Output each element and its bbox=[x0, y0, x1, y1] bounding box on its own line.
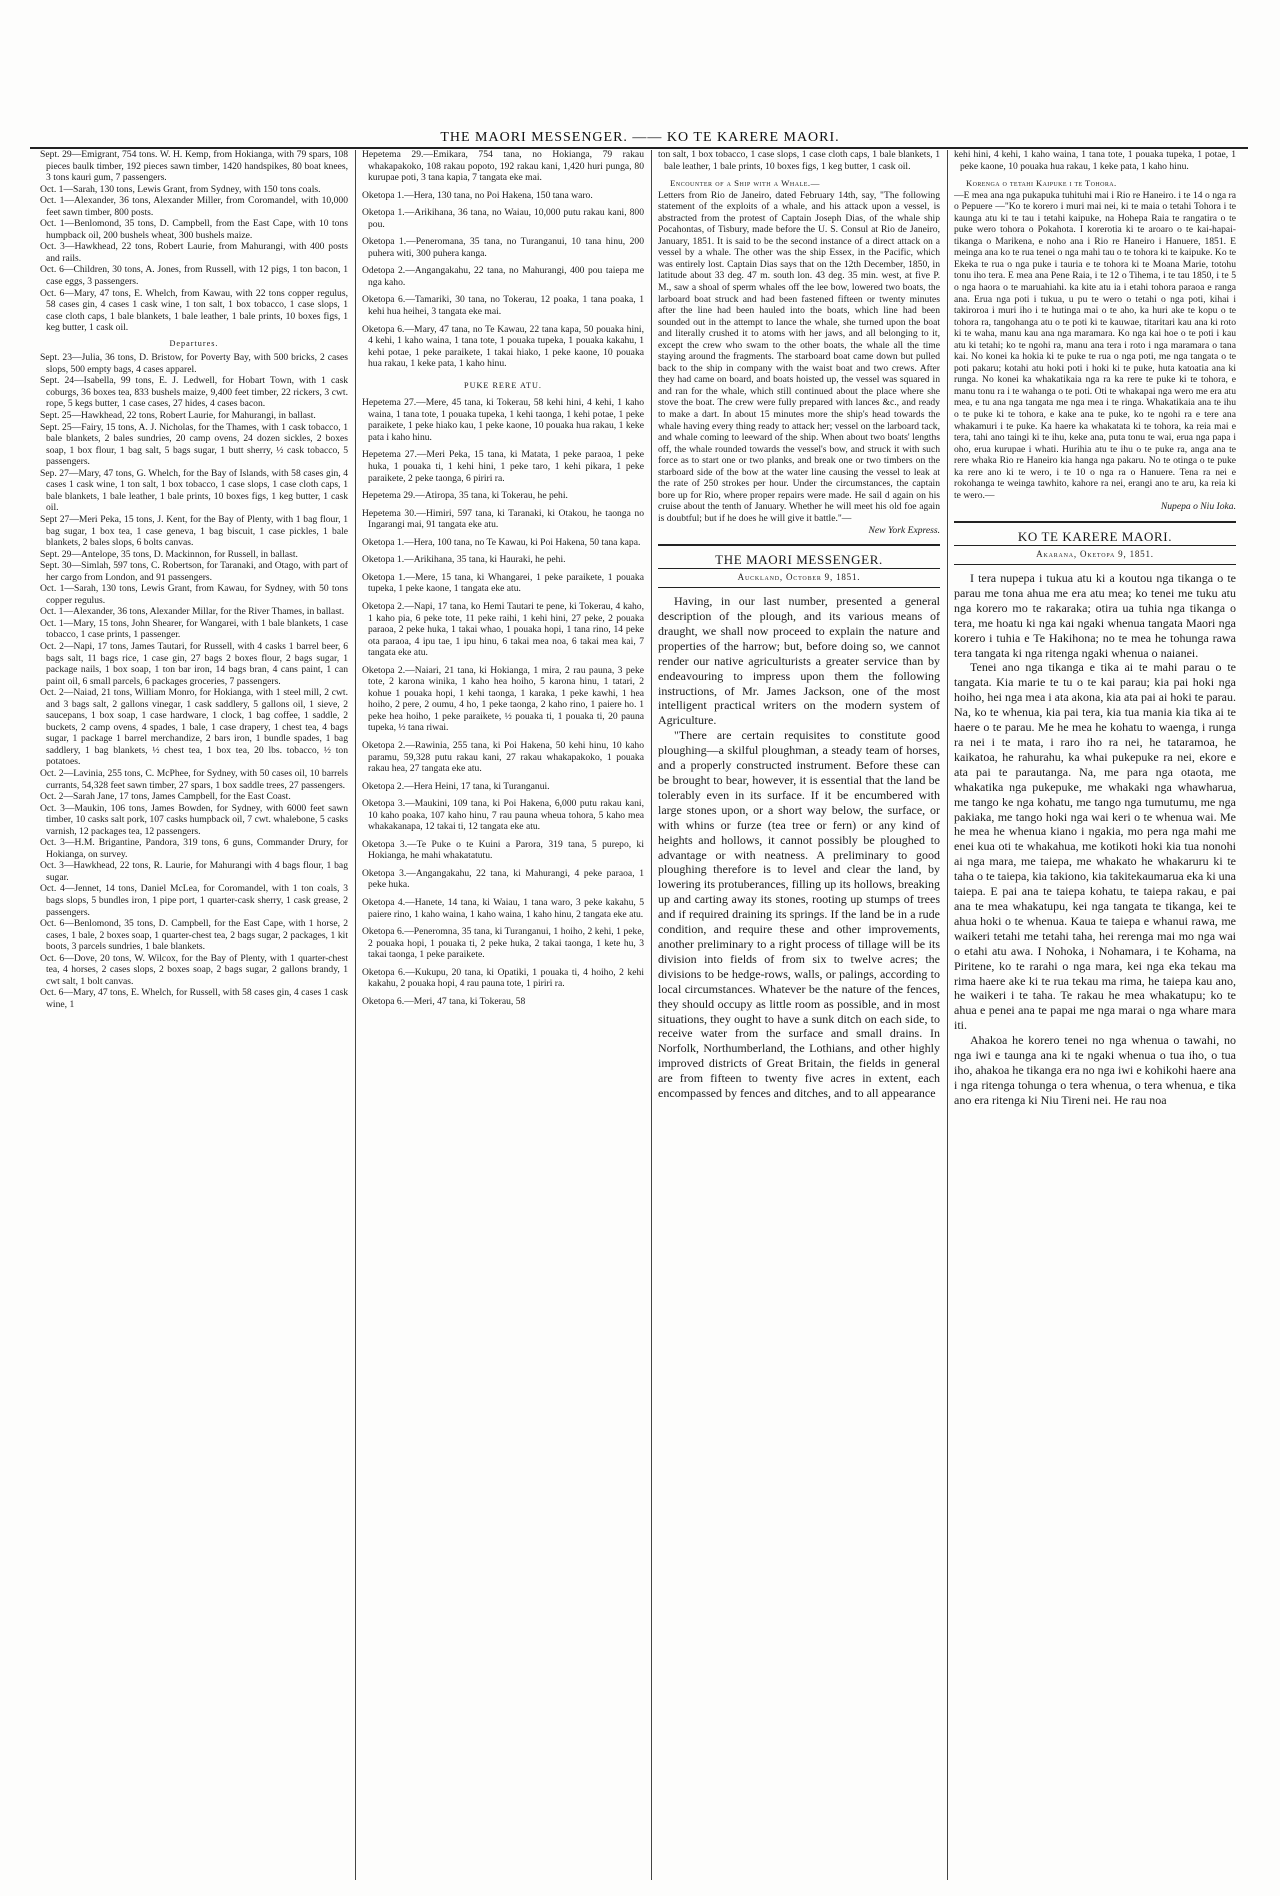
column-divider-1 bbox=[355, 150, 356, 1880]
whale-story-text: —E mea ana nga pukapuka tuhituhi mai i Rio re Haneiro. i te 14 o nga ra o Pepuere —"Ko te korero i muri mai nei, ki te maia o tetahi Tohora i te kaunga atu ki te tau i tetahi kaipuke, na Hohepa Raia te rangatira o te puke wero tohora o Pokahota. I korerotia ki te aroaro o te kai-hapai-tikanga o Marikena, e noho ana i Rio re Haneiro i Hanuere, 1851. E meinga ana ko te rua tenei o nga mahi tau o te tohora ki te kaipuke. Ko te Ekeka te rua o nga puke i tauria e te tohora ki te Moana Marie, totohu tonu iho tera. E mea ana Pene Raia, i te 12 o Tihema, i te tau 1850, i te 5 o nga haora o te maruahiahi. ka kite atu ia i etahi tohora paraoa e ranga ana. Erua nga poti i tukua, u pu te wero o tetahi o nga poti, kihai i takiroroa i muri iho i te hutinga mai o te aho, ka huri ake te kopu o te tohora ra, tangohanga atu o te poti ki te kauwae, titaritari kau ana ki roto ki te waha, manu kau ana nga maramara. Ko nga kai hoe o te poti i kau atu ki tetahi; ko te ngohi ra, manu ana tera i roto i nga maramara o tana kai. No konei ka hokia ki te puke te rua o nga poti, me nga tangata o te poti pakaru; kotahi atu hoki poti i hoki ki te puke, huta katoatia ana ki runga. No konei ka whakatikaia nga ra ka rere te puke ki te tohora, e manu tonu ra i te wahanga o te poti. Oti te whakapai nga wero me era atu mea, e tu ana nga tangata me nga mea i te ringa. Whakatikaia ana te ihu o te puke ki te tohora, e kake ana te puke, ko te ngohi ra e tere ana whakamuri i te puke. Ka haere ka whakatata ki te tohora, ka reia mai e tera, tahi ano taingi ki te ihu, keke ana, puta tonu te wai, erua nga papa i oho, erua kurupae i whati. Hurihia atu te ihu o te puke ra, anga ana te rere whaka Rio re Haneiro kia hanga nga pakaru. No te otinga o te puke ka rere ano ki te wero, i te 10 o nga ra o Hanuere. Tena ra nei e rokohanga te weinga tawhito, kahore ra nei, erangi ano te aru, ka reia ki te wero.— bbox=[954, 189, 1236, 501]
shipping-entry: Sep. 27—Mary, 47 tons, G. Whelch, for the Bay of Islands, with 58 cases gin, 4 cases 1 cask wine, 1 ton salt, 1 box tobacco, 1 case slops, 1 case cloth caps, 1 bale blankets, 1 bale leather, 1 bale prints, 10 boxes figs, 1 keg butter, 1 cask oil. bbox=[40, 467, 348, 514]
maori-news-column bbox=[954, 149, 1236, 1889]
whale-story-heading: Korenga o tetahi Kaipuke i te Tohora. bbox=[966, 178, 1117, 189]
shipping-arrivals-departures-column bbox=[40, 149, 348, 1889]
shipping-entry: Oketopa 1.—Arikihana, 35 tana, ki Hauraki, he pehi. bbox=[362, 554, 566, 566]
whale-story-source: Nupepa o Niu Ioka. bbox=[1160, 501, 1236, 513]
column-divider-3 bbox=[947, 150, 948, 1880]
editorial-paragraph: Tenei ano nga tikanga e tika ai te mahi parau o te tangata. Kia marie te tu o te kai parau; kia pai hoki nga hoiho, hei nga mea i ata akona, kia ata pai ai hoki te parau. Na, ko te whenua, kia pai tera, kia tua mania kia tika ai te haere o te parau. Me he mea he kohatu to waenga, i runga ra nei i te mata, i raro iho ra nei, he tataramoa, he kaikatoa, he rahurahu, ka whai pukepuke ra nei, ekore e ata pai te parautanga. Na, me para nga otaota, me whakatika nga pukepuke, me whakaki nga whawharua, me tango ke nga kohatu, me tango nga tumutumu, me nga pakiaka, me tango hoki nga wai keri o te whenua wai. Me he mea he whenua kiano i ngakia, mo pera nga mahi me enei kua oti te whakahua, me kotikoti hoki kia tua nonohi ai nga mara, me taiepa, me whakato he whakaruru ki te taha o te taiepa, kia takiono, kia takitekaumarua eka ki una taiepa. E pai ana te taiepa kohatu, te taiepa rakau, e pai ana te mea whakatupu, kei nga tangata te tikanga, kei te ahua hoki o te whenua. Kaua te taiepa e whanui rawa, me waikeri tetahi me tetahi taha, hei rerenga mai mo nga wai o etahi atu awa. I Nohoka, i Nohamara, i te Kohama, na Piritene, ko te rarahi o nga mara, kei nga eka tekau ma rima haere ake ki te rua tekau ma rima, he taiepa kau ano, he waikeri i te taha. Te rakau he mea whakatupu; ko te ahua e penei ana te papai me nga marai o nga whare mara iti. bbox=[954, 660, 1236, 1033]
shipping-entry: Oketopa 1.—Arikihana, 36 tana, no Waiau, 10,000 putu rakau kani, 800 pou. bbox=[362, 207, 644, 230]
shipping-entry: Sept 27—Meri Peka, 15 tons, J. Kent, for the Bay of Plenty, with 1 bag flour, 1 bag sugar, 1 box tea, 1 case geneva, 1 bag biscuit, 1 case pickles, 1 bale blankets, 2 bales slops, 6 bolts canvas. bbox=[40, 513, 348, 549]
shipping-entry: Oketopa 2.—Naiari, 21 tana, ki Hokianga, 1 mira, 2 rau pauna, 3 peke tote, 2 karona winika, 1 kaho hea hoiho, 5 karona hinu, 1 tatari, 2 kohue 1 pouaka hopi, 1 kehi taonga, 1 karaka, 1 peke kawhi, 1 hea hoiho, 2 pere, 2 oumu, 4 ho, 1 peke taonga, 2 kaho rino, 1 paiere ho. 1 peke hea hoiho, 1 peke paraikete, ½ pouaka ti, 1 pouaka ti, 20 pauna tupeka, ½ tana riwai. bbox=[362, 664, 644, 734]
shipping-entry: Sept. 24—Isabella, 99 tons, E. J. Ledwell, for Hobart Town, with 1 cask coburgs, 36 boxes tea, 833 bushels maize, 9,400 feet timber, 22 rickers, 3 cwt. rope, 5 kegs butter, 1 case cases, 27 hides, 4 cases bacon. bbox=[40, 375, 348, 410]
shipping-entry: Oketopa 1.—Peneromana, 35 tana, no Turanganui, 10 tana hinu, 200 puhera witi, 300 puhera kanga. bbox=[362, 236, 644, 259]
editorial-paragraph: Ahakoa he korero tenei no nga whenua o tawahi, no nga iwi e taunga ana ki te ngaki whenua o tua iho, o tua iho, ahakoa he tikanga era no nga iwi e kohikohi haere ana i nga ritenga tohunga o tera whenua, o tera whenua, e tika ano era ritenga ki Niu Tireni nei. He rau noa bbox=[954, 1033, 1236, 1107]
shipping-entry-continued: kehi hini, 4 kehi, 1 kaho waina, 1 tana tote, 1 pouaka tupeka, 1 potae, 1 peke kaone, 10 pouaka hua rakau, 1 keke pata, 1 kaho hinu. bbox=[954, 149, 1236, 172]
shipping-entry: Oct. 2—Napi, 17 tons, James Tautari, for Russell, with 4 casks 1 barrel beer, 6 bags salt, 11 bags rice, 1 case gin, 27 bags 2 boxes flour, 2 bags sugar, 1 package nails, 1 box soap, 1 ton bar iron, 14 bags bran, 4 cans paint, 1 can paint oil, 6 small parcels, 6 packages groceries, 7 passengers. bbox=[40, 640, 348, 687]
shipping-entry: Oketopa 3.—Angangakahu, 22 tana, ki Mahurangi, 4 peke paraoa, 1 peke huka. bbox=[362, 867, 644, 891]
shipping-entry: Oketopa 3.—Maukini, 109 tana, ki Poi Hakena, 6,000 putu rakau kani, 10 kaho poaka, 107 kaho hinu, 7 rau pauna wheua tohora, 5 kaho mea whakakanapa, 12 takai ti, 12 tangata eke atu. bbox=[362, 798, 644, 833]
shipping-entry: Oketopa 2.—Hera Heini, 17 tana, ki Turanganui. bbox=[362, 780, 550, 792]
shipping-entry: Hepetema 27.—Mere, 45 tana, ki Tokerau, 58 kehi hini, 4 kehi, 1 kaho waina, 1 tana tote, 1 pouaka tupeka, 1 kehi taonga, 1 kehi potae, 1 peke paraikete, 1 peke hiako kau, 1 peke kaone, 10 pouaka hua rakau, 1 keke pata i kaho hinu. bbox=[362, 397, 644, 443]
departures-heading: Departures. bbox=[169, 338, 219, 348]
shipping-entry: Oct. 1—Alexander, 36 tons, Alexander Millar, for the River Thames, in ballast. bbox=[40, 606, 345, 618]
shipping-entry: Odetopa 2.—Angangakahu, 22 tana, no Mahurangi, 400 pou taiepa me nga kaho. bbox=[362, 265, 644, 288]
shipping-entry: Oct. 3—Maukin, 106 tons, James Bowden, for Sydney, with 6000 feet sawn timber, 10 casks salt pork, 107 casks humpback oil, 7 cwt. whalebone, 5 casks varnish, 12 packages tea, 12 passengers. bbox=[40, 802, 348, 837]
editorial-paragraph: "There are certain requisites to constitute good ploughing—a skilful ploughman, a steady team of horses, and a properly constructed instrument. Before these can be brought to bear, however, it is essential that the land be tolerably even in its surface. If it be encumbered with large stones upon, or a short way below, the surface, or with whins or furze (tea tree or fern) or any kind of heights and hollows, it cannot possibly be ploughed to advantage or with neatness. A preliminary to good ploughing therefore is to level and clear the land, by lowering its protuberances, filling up its hollows, breaking up and carting away its stones, rooting up stumps of trees and if required draining its springs. If the land be in a rude condition, and require these and other improvements, another preliminary to a right process of tillage will be its division into fields of from six to twelve acres; the divisions to be hedge-rows, walls, or palings, according to local circumstances. Whatever be the nature of the fences, they should occupy as little room as possible, and in most situations, they ought to have a sunk ditch on each side, to receive water from the surface and small drains. In Norfolk, Northumberland, the Lothians, and other highly improved districts of Great Britain, the fields in general are from fifteen to twenty five acres in extent, each encompassed by fences and ditches, and to all appearance bbox=[658, 728, 940, 1101]
whale-story-text: Letters from Rio de Janeiro, dated February 14th, say, "The following statement of the exploits of a whale, and his attack upon a vessel, is abstracted from the protest of Captain Joseph Dias, of the whale ship Pocahontas, of Tisbury, made before the U. S. Consul at Rio de Janeiro, January, 1851. It is said to be the second instance of a direct attack on a vessel by a whale. The other was the ship Essex, in the Pacific, which was entirely lost. Captain Dias says that on the 12th December, 1850, in latitude about 33 deg. 47 m. south lon. 43 deg. 35 min. west, at five P. M., saw a shoal of sperm whales off the lee bow, lowered two boats, the larboard boat struck and had been fastened fifteen or twenty minutes after the line had been hauled into the boats, which line had been sounded out in the attempt to lance the whale, she turned upon the boat and literally crushed it to atoms with her jaws, and all belonging to it, except the crew who swam to the other boats, the whale all the time staying around the fragments. The starboard boat came down but pulled back to the ship in company with the waist boat and two crews. After they had came on board, and boats hoisted up, the vessel was squared in and ran for the whale, which still continued about the place where she stove the boat. The crew were fully prepared with lances &c., and ready to make a dart. In about 15 minutes more the ship's head towards the whale having every thing ready to attack her; vessel on the larboard tack, and whale coming to leeward of the ship. When about two boats' lengths off, the whale rounded towards the vessel's bow, and struck it with such force as to start one or two planks, and break one or two timbers on the starboard side of the bow at the water line causing the vessel to leak at the rate of 250 strokes per hour. Under the circumstances, the captain bore up for Rio, where proper repairs were made. He sail d again on his cruise about the tenth of January. Whether he will meet his old foe again is doubtful; but if he does he will give it battle."— bbox=[658, 189, 940, 524]
shipping-entry: Oketopa 6.—Peneromna, 35 tana, ki Turanganui, 1 hoiho, 2 kehi, 1 peke, 2 pouaka hopi, 1 pouaka ti, 2 peke huka, 2 takai taonga, 1 kete hu, 3 takai taonga, 1 peke paraikete. bbox=[362, 926, 644, 961]
editorial-paragraph: I tera nupepa i tukua atu ki a koutou nga tikanga o te parau me tona ahua me era atu mea; ko tenei me tuku atu nga korero mo te rakaraka; otira ua tuhia nga tikanga o tera, me hoatu ki nga kai ngaki whenua tangata Maori nga korero i tuhia e Te Hakihona; no te mea he tohunga rawa tera tangata ki nga ritenga ngaki whenua o naianei. bbox=[954, 571, 1236, 660]
shipping-entry: Oct. 6—Benlomond, 35 tons, D. Campbell, for the East Cape, with 1 horse, 2 cases, 1 bale, 2 boxes soap, 1 quarter-chest tea, 2 bags sugar, 2 packages, 1 kit boots, 3 parcels sundries, 1 bale blankets. bbox=[40, 918, 348, 953]
shipping-entry: Oct. 6—Mary, 47 tons, E. Whelch, from Kawau, with 22 tons copper regulus, 58 cases gin, 4 cases 1 cask wine, 1 ton salt, 1 box tobacco, 1 case slops, 1 case cloth caps, 1 bale blankets, 1 bale leather, 1 bale prints, 10 boxes figs, 1 keg butter, 1 cask oil. bbox=[40, 287, 348, 334]
whale-story-heading: Encounter of a Ship with a Whale.— bbox=[670, 178, 820, 189]
shipping-entry: Oct. 3—H.M. Brigantine, Pandora, 319 tons, 6 guns, Commander Drury, for Hokianga, on survey. bbox=[40, 837, 348, 860]
shipping-entry: Sept. 25—Hawkhead, 22 tons, Robert Laurie, for Mahurangi, in ballast. bbox=[40, 410, 316, 422]
karere-maori-masthead: KO TE KARERE MAORI. bbox=[1017, 528, 1173, 544]
shipping-entry: Sept. 23—Julia, 36 tons, D. Bristow, for Poverty Bay, with 500 bricks, 2 cases slops, 500 empty bags, 4 cases apparel. bbox=[40, 352, 348, 375]
shipping-entry: Oct. 1—Mary, 15 tons, John Shearer, for Wangarei, with 1 bale blankets, 1 case tobacco, 1 case prints, 1 passenger. bbox=[40, 617, 348, 641]
masthead-rule-top bbox=[954, 521, 1236, 523]
shipping-entry: Oct. 3—Hawkhead, 22 tons, R. Laurie, for Mahurangi with 4 bags flour, 1 bag sugar. bbox=[40, 860, 348, 883]
shipping-entry: Oketopa 1.—Hera, 100 tana, no Te Kawau, ki Poi Hakena, 50 tana kapa. bbox=[362, 536, 641, 548]
shipping-entry: Hepetema 30.—Himiri, 597 tana, ki Taranaki, ki Otakou, he taonga no Ingarangi mai, 91 tangata eke atu. bbox=[362, 507, 644, 531]
shipping-entry: Oketopa 6.—Mary, 47 tana, no Te Kawau, 22 tana kapa, 50 pouaka hini, 4 kehi, 1 kaho waina, 1 tana tote, 1 pouaka tupeka, 1 pouaka kakahu, 1 kehi potae, 1 peke paraikete, 1 takai hiako, 1 peke kaone, 10 pouaka hua rakau, 1 keke pata, 1 kaho hinu. bbox=[362, 323, 644, 370]
shipping-entry: Sept. 29—Antelope, 35 tons, D. Mackinnon, for Russell, in ballast. bbox=[40, 548, 298, 560]
puke-rere-atu-heading: PUKE RERE ATU. bbox=[464, 380, 542, 390]
shipping-entry: Oketopa 1.—Mere, 15 tana, ki Whangarei, 1 peke paraikete, 1 pouaka tupeka, 1 peke kaone, 1 tangata eke atu. bbox=[362, 571, 644, 595]
shipping-entry: Oketopa 3.—Te Puke o te Kuini a Parora, 319 tana, 5 purepo, ki Hokianga, he mahi whakatatutu. bbox=[362, 838, 644, 862]
masthead-rule-top bbox=[658, 544, 940, 546]
shipping-entry: Oketopa 6.—Tamariki, 30 tana, no Tokerau, 12 poaka, 1 tana poaka, 1 kehi hua heihei, 3 tangata eke mai. bbox=[362, 294, 644, 318]
whale-story-source: New York Express. bbox=[868, 524, 940, 536]
english-news-column bbox=[658, 149, 940, 1889]
shipping-entry-continued: ton salt, 1 box tobacco, 1 case slops, 1 case cloth caps, 1 bale blankets, 1 bale leather, 1 bale prints, 10 boxes figs, 1 keg butter, 1 cask oil. bbox=[658, 149, 940, 172]
shipping-entry: Hepetema 29.—Emikara, 754 tana, no Hokianga, 79 rakau whakapakoko, 108 rakau popoto, 192 rakau kani, 1,420 huri punga, 80 kurupae poti, 3 tana kapia, 7 tangata eke mai. bbox=[362, 149, 644, 184]
shipping-entry: Oct. 1—Sarah, 130 tons, Lewis Grant, from Kawau, for Sydney, with 50 tons copper regulus. bbox=[40, 583, 348, 606]
shipping-entry: Oct. 3—Hawkhead, 22 tons, Robert Laurie, from Mahurangi, with 400 posts and rails. bbox=[40, 241, 348, 264]
editorial-dateline: Auckland, October 9, 1851. bbox=[737, 571, 861, 582]
masthead-rule-mid bbox=[658, 568, 940, 569]
maori-messenger-masthead: THE MAORI MESSENGER. bbox=[715, 552, 883, 568]
shipping-entry: Oct. 1—Benlomond, 35 tons, D. Campbell, from the East Cape, with 10 tons humpback oil, 200 bushels wheat, 300 bushels maize. bbox=[40, 218, 348, 241]
maori-shipping-column bbox=[362, 149, 644, 1889]
dateline-rule bbox=[954, 564, 1236, 565]
shipping-entry: Oketopa 6.—Meri, 47 tana, ki Tokerau, 58 bbox=[362, 995, 526, 1007]
shipping-entry: Sept. 29—Emigrant, 754 tons. W. H. Kemp, from Hokianga, with 79 spars, 108 pieces baulk timber, 192 pieces sawn timber, 1420 handspikes, 80 boat knees, 3 tons kauri gum, 7 passengers. bbox=[40, 149, 348, 184]
shipping-entry: Oketopa 2.—Rawinia, 255 tana, ki Poi Hakena, 50 kehi hinu, 10 kaho paramu, 59,328 putu rakau kani, 27 rakau whakapakoko, 1 pouaka rakau hea, 27 tangata eke atu. bbox=[362, 739, 644, 775]
editorial-dateline: Akarana, Oketopa 9, 1851. bbox=[1036, 548, 1154, 559]
shipping-entry: Oct. 6—Mary, 47 tons, E. Whelch, for Russell, with 58 cases gin, 4 cases 1 cask wine, 1 bbox=[40, 987, 348, 1010]
masthead-rule-mid bbox=[954, 545, 1236, 546]
shipping-entry: Oct. 2—Naiad, 21 tons, William Monro, for Hokianga, with 1 steel mill, 2 cwt. and 3 bags salt, 2 gallons vinegar, 1 cask saddlery, 5 gallons oil, 1 sieve, 2 saucepans, 1 box soap, 1 case hardware, 1 clock, 1 bag coffee, 1 saddle, 2 buckets, 2 camp ovens, 4 spades, 1 bale, 1 case drapery, 1 chest tea, 4 bags sugar, 1 package 1 barrel merchandize, 2 bars iron, 1 bundle spades, 1 bag saddlery, 1 bag blankets, ½ chest tea, 1 box tea, 20 lbs. tobacco, ½ ton potatoes. bbox=[40, 687, 348, 768]
dateline-rule bbox=[658, 587, 940, 588]
column-divider-2 bbox=[651, 150, 652, 1880]
shipping-entry: Oct. 4—Jennet, 14 tons, Daniel McLea, for Coromandel, with 1 ton coals, 3 bags slops, 5 bundles iron, 1 pipe port, 1 quarter-cask sherry, 1 cask grease, 2 passengers. bbox=[40, 883, 348, 918]
shipping-entry: Oketopa 4.—Hanete, 14 tana, ki Waiau, 1 tana waro, 3 peke kakahu, 5 paiere rino, 1 kaho waina, 1 kaho waina, 1 kaho hinu, 2 tangata eke atu. bbox=[362, 896, 644, 920]
page-header: THE MAORI MESSENGER. —— KO TE KARERE MAORI. bbox=[440, 130, 840, 145]
shipping-entry: Sept. 25—Fairy, 15 tons, A. J. Nicholas, for the Thames, with 1 cask tobacco, 1 bale blankets, 2 bales sundries, 20 camp ovens, 24 dozen sickles, 2 boxes soap, 1 box flour, 1 bag salt, 5 bags sugar, 1 butt sherry, ½ cask tobacco, 5 passengers. bbox=[40, 421, 348, 468]
shipping-entry: Hepetema 27.—Meri Peka, 15 tana, ki Matata, 1 peke paraoa, 1 peke huka, 1 pouaka ti, 1 kehi hini, 1 peke taro, 1 kehi pikara, 1 peke paraikete, 2 peke taonga, 6 piriri ra. bbox=[362, 449, 644, 484]
shipping-entry: Oct. 1—Sarah, 130 tons, Lewis Grant, from Sydney, with 150 tons coals. bbox=[40, 183, 321, 195]
shipping-entry: Oketopa 6.—Kukupu, 20 tana, ki Opatiki, 1 pouaka ti, 4 hoiho, 2 kehi kakahu, 2 pouaka hopi, 4 rau pauna tote, 1 piriri ra. bbox=[362, 966, 644, 990]
shipping-entry: Oketopa 1.—Hera, 130 tana, no Poi Hakena, 150 tana waro. bbox=[362, 189, 593, 201]
shipping-entry: Oketopa 2.—Napi, 17 tana, ko Hemi Tautari te pene, ki Tokerau, 4 kaho, 1 kaho pia, 6 peke tote, 11 peke raihi, 1 kehi hini, 27 peke, 2 pouaka paraoa, 2 peke huka, 1 takai whao, 1 pouaka hopi, 1 tana rino, 14 peke ota paraoa, 4 ipu tae, 1 ipu hinu, 6 takai mea noa, 6 takai mea kai, 7 tangata eke atu. bbox=[362, 600, 644, 659]
shipping-entry: Oct. 2—Sarah Jane, 17 tons, James Campbell, for the East Coast. bbox=[40, 791, 291, 803]
shipping-entry: Sept. 30—Simlah, 597 tons, C. Robertson, for Taranaki, and Otago, with part of her cargo from London, and 91 passengers. bbox=[40, 560, 348, 583]
shipping-entry: Hepetema 29.—Atiropa, 35 tana, ki Tokerau, he pehi. bbox=[362, 490, 568, 502]
shipping-entry: Oct. 6—Children, 30 tons, A. Jones, from Russell, with 12 pigs, 1 ton bacon, 1 case eggs, 3 passengers. bbox=[40, 264, 348, 288]
shipping-entry: Oct. 6—Dove, 20 tons, W. Wilcox, for the Bay of Plenty, with 1 quarter-chest tea, 4 horses, 2 cases slops, 2 boxes soap, 2 bags sugar, 2 gallons brandy, 1 cwt salt, 1 bolt canvas. bbox=[40, 952, 348, 987]
shipping-entry: Oct. 2—Lavinia, 255 tons, C. McPhee, for Sydney, with 50 cases oil, 10 barrels currants, 54,328 feet sawn timber, 27 spars, 1 box saddle trees, 27 passengers. bbox=[40, 767, 348, 791]
shipping-entry: Oct. 1—Alexander, 36 tons, Alexander Miller, from Coromandel, with 10,000 feet sawn timber, 800 posts. bbox=[40, 195, 348, 218]
editorial-paragraph: Having, in our last number, presented a general description of the plough, and its various means of draught, we shall now proceed to explain the nature and properties of the harrow; but, before doing so, we cannot render our native agriculturists a greater service than by endeavouring to impress upon them the following instructions, of Mr. James Jackson, one of the most intelligent practical writers on the modern system of Agriculture. bbox=[658, 594, 940, 728]
